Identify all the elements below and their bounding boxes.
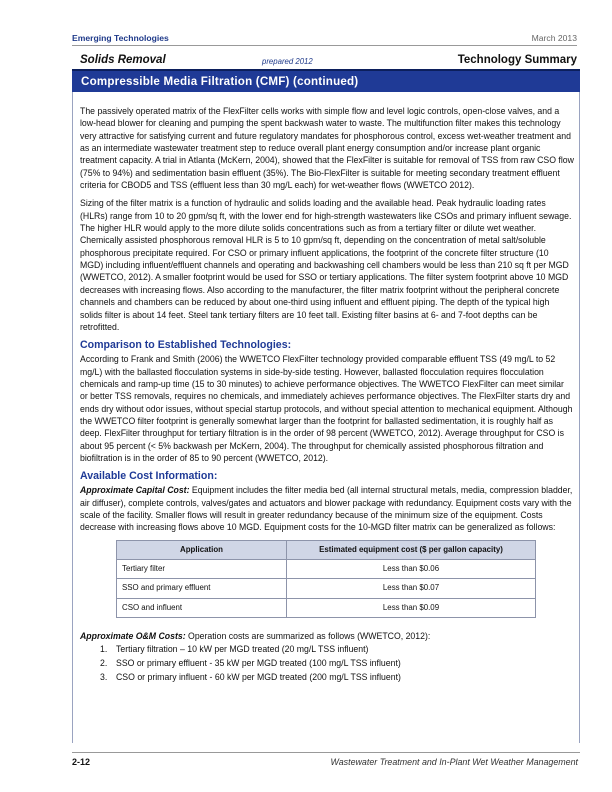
table-cell: Less than $0.09 bbox=[287, 598, 536, 617]
paragraph: The passively operated matrix of the FlexFilter cells works with simple flow and level logic controls, open-close valves, and a low-head blower for cleaning and pumping the spent backwash water to waste. The multifunction filter makes this technology very attractive for satisfying current and future regulatory mandates for phosphorous control, excess wet-weather treatment and as an intermediate wastewater treatment step to reduce overall plant energy consumption and/or increase plant organic treatment capacity. A trial in Atlanta (McKern, 2004), showed that the FlexFilter is suitable for removal of TSS from raw CSO flow (75% to 94%) and sedimentation basin effluent (35%). The Bio-FlexFilter is suitable for meeting secondary treatment effluent criteria for CBOD5 and TSS (effluent less than 30 mg/L each) for wet-weather flows (WWETCO 2012). bbox=[80, 106, 574, 191]
list-item bbox=[100, 657, 574, 671]
banner bbox=[72, 69, 580, 92]
comparison-paragraph: According to Frank and Smith (2006) the WWETCO FlexFilter technology provided comparable effluent TSS (49 mg/L to 52 mg/L) with the ballasted flocculation systems in side-by-side testing. However, ballasted flocculation requires flocculation chemicals and ramp-up time (15 to 30 minutes) to achieve performance objectives. The WWETCO FlexFilter can meet similar or better TSS removals, requires no chemicals, and immediately achieves performance objectives. The FlexFilter starts dry and ends dry without odor issues, without special startup protocols, and without special attention to mechanical equipment. Although the WWETCO filter footprint is generally somewhat larger than the footprint for ballasted sedimentation, it is roughly half as deep. FlexFilter throughput for tertiary filtration is in the order of 98 percent (WWETCO, 2012). Average throughput for CSO is about 95 percent (< 5% backwash per McKern, 2004). The throughput for chemically assisted phosphorous filtration and biofiltration is in the order of 85 to 90 percent (WWETCO, 2012). bbox=[80, 354, 573, 463]
column-header: Estimated equipment cost ($ per gallon capacity) bbox=[287, 540, 536, 559]
table-header-row bbox=[117, 540, 536, 559]
list-item bbox=[100, 671, 574, 685]
table-row bbox=[117, 579, 536, 598]
running-header bbox=[72, 33, 577, 45]
table-row bbox=[117, 560, 536, 579]
list-number: 3. bbox=[100, 671, 108, 682]
om-cost-block bbox=[80, 630, 574, 685]
page-number: 2-12 bbox=[72, 757, 91, 767]
list-text: SSO or primary effluent - 35 kW per MGD treated (100 mg/L TSS influent) bbox=[116, 658, 401, 669]
cost-table bbox=[116, 540, 536, 618]
table-row bbox=[117, 598, 536, 617]
list-item bbox=[100, 643, 574, 657]
footer-rule bbox=[72, 752, 580, 753]
header-left: Emerging Technologies bbox=[72, 33, 169, 43]
table-cell: Less than $0.07 bbox=[287, 579, 536, 598]
header-date: March 2013 bbox=[531, 33, 577, 43]
cost-heading: Available Cost Information: bbox=[80, 470, 218, 483]
main-content bbox=[80, 105, 574, 685]
table-cell: Less than $0.06 bbox=[287, 560, 536, 579]
list-text: CSO or primary influent - 60 kW per MGD treated (200 mg/L TSS influent) bbox=[116, 671, 401, 682]
capital-cost-label: Approximate Capital Cost: bbox=[80, 485, 190, 496]
om-cost-text: Operation costs are summarized as follows (WWETCO, 2012): bbox=[185, 631, 431, 642]
table-cell: SSO and primary effluent bbox=[117, 579, 287, 598]
technology-summary-label: Technology Summary bbox=[457, 54, 577, 66]
prepared-note: prepared 2012 bbox=[262, 57, 313, 66]
section-title: Solids Removal bbox=[80, 54, 166, 66]
banner-title: Compressible Media Filtration (CMF) (continued) bbox=[81, 75, 359, 88]
paragraph: Sizing of the filter matrix is a function of hydraulic and solids loading and the available head. Peak hydraulic loading rates (HLRs) range from 10 to 20 gpm/sq ft, with the lower end for high-strength wastewaters like CSOs and primary influent sewage. The higher HLR would apply to the more dilute solids concentrations such as from a tertiary filter or dilute wet weather. Chemically assisted phosphorous removal HLR is 5 to 10 gpm/sq ft, depending on the concentration of metal salt/soluble phosphorous precipitate required. For CSO or primary influent applications, the footprint of the concrete filter structure (10 MGD) including influent/effluent channels and operating and backwashing cell chambers would be less than 210 sq ft per MGD (WWETCO, 2012). A smaller footprint would be used for SSO or tertiary applications. The filter system footprint above 10 MGD decreases with increasing flows. Also according to the manufacturer, the filter matrix footprint without the peripheral concrete channels and chambers can be reduced by about one-third using influent and effluent piping. The depth of the typical high solids filter is about 14 feet. Steel tank tertiary filters are 10 feet tall. Existing filter basins at 6- and 7-foot depths can be retrofitted. bbox=[80, 198, 572, 332]
om-cost-label: Approximate O&M Costs: bbox=[80, 631, 186, 642]
capital-cost-text: Equipment includes the filter media bed (all internal structural metals, media, compression bladder, air diffuser), complete controls, valves/gates and actuators and blower package with redundancy. Equipment costs vary with the scale of the facility. Smaller flows will result in greater redundancy because of the minimum size of the equipment. Costs decrease with increasing flows above 10 MGD. Equipment costs for the 10-MGD filter matrix can be generalized as follows: bbox=[80, 485, 573, 533]
comparison-heading: Comparison to Established Technologies: bbox=[80, 339, 292, 352]
table-cell: Tertiary filter bbox=[117, 560, 287, 579]
om-cost-paragraph bbox=[80, 630, 574, 642]
list-text: Tertiary filtration – 10 kW per MGD treated (20 mg/L TSS influent) bbox=[116, 644, 369, 655]
list-number: 1. bbox=[100, 644, 108, 655]
header-rule bbox=[72, 45, 577, 46]
section-row bbox=[80, 54, 577, 68]
capital-cost-paragraph bbox=[80, 484, 574, 533]
list-number: 2. bbox=[100, 658, 108, 669]
om-cost-list bbox=[100, 643, 574, 684]
footer-title: Wastewater Treatment and In-Plant Wet Weather Management bbox=[330, 757, 578, 767]
column-header: Application bbox=[117, 540, 287, 559]
table-cell: CSO and influent bbox=[117, 598, 287, 617]
